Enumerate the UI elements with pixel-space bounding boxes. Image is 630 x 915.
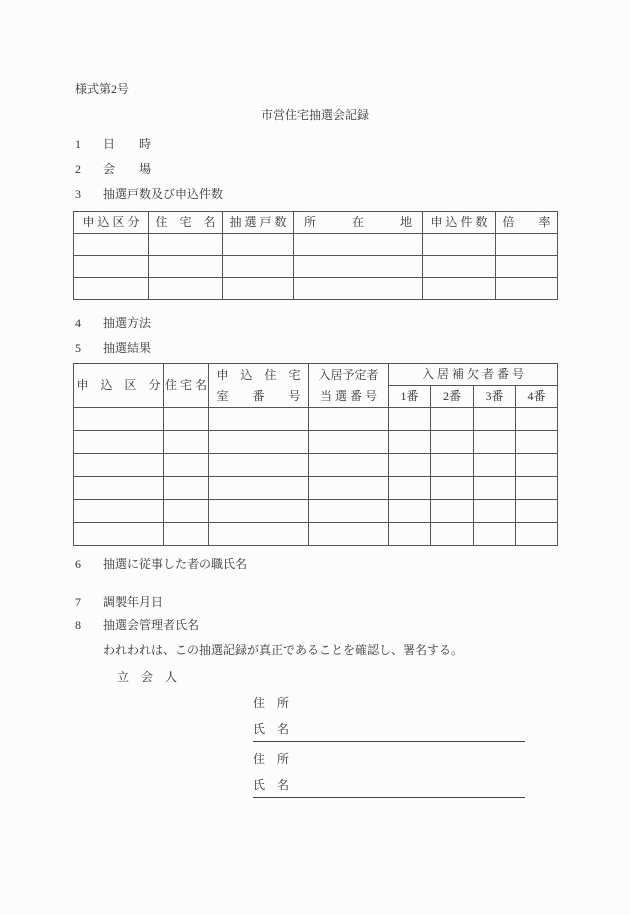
table-cell <box>149 234 223 256</box>
table-cell <box>164 454 209 477</box>
table-cell <box>164 431 209 454</box>
column-header-alternate-1: 1番 <box>389 386 431 408</box>
table-cell <box>389 500 431 523</box>
table-cell <box>209 523 309 546</box>
form-number: 様式第2号 <box>75 82 130 96</box>
item-number: 7 <box>75 595 81 609</box>
table-cell <box>309 408 389 431</box>
item-label: 抽選に従事した者の職氏名 <box>103 557 248 571</box>
table-row <box>74 500 558 523</box>
table-cell <box>223 278 294 300</box>
table-cell <box>74 408 164 431</box>
table-cell <box>309 431 389 454</box>
table-cell <box>516 431 558 454</box>
column-header-application-category: 申 込 区 分 <box>74 364 164 408</box>
table-cell <box>431 500 474 523</box>
table-cell <box>309 454 389 477</box>
table-cell <box>294 278 423 300</box>
item-number: 5 <box>75 341 81 355</box>
column-header-application-category: 申 込 区 分 <box>74 212 149 234</box>
table-cell <box>496 234 558 256</box>
item-label: 調製年月日 <box>103 595 164 609</box>
item-number: 6 <box>75 557 81 571</box>
table-cell <box>423 256 496 278</box>
item-label: 抽選会管理者氏名 <box>103 618 200 632</box>
lottery-results-table <box>73 363 558 546</box>
table-cell <box>164 408 209 431</box>
column-header-housing-name: 住 宅 名 <box>164 364 209 408</box>
item-preparation-date <box>75 595 630 610</box>
table-cell <box>516 523 558 546</box>
item-units-and-applications <box>75 187 630 202</box>
table-cell <box>474 408 516 431</box>
table-cell <box>74 256 149 278</box>
item-lottery-staff <box>75 557 630 572</box>
column-header-alternate-4: 4番 <box>516 386 558 408</box>
table-cell <box>164 523 209 546</box>
table-cell <box>209 408 309 431</box>
table-cell <box>389 431 431 454</box>
table-header-row <box>74 212 558 234</box>
table-cell <box>389 408 431 431</box>
table-cell <box>516 477 558 500</box>
item-lottery-results <box>75 341 630 356</box>
column-header-line: 申 込 住 宅 <box>216 367 301 382</box>
table-row <box>74 454 558 477</box>
table-cell <box>309 523 389 546</box>
address-label: 住 所 <box>253 696 290 710</box>
column-header-location: 所 在 地 <box>294 212 423 234</box>
item-number: 1 <box>75 137 81 151</box>
confirmation-statement: われわれは、この抽選記録が真正であることを確認し、署名する。 <box>103 643 464 657</box>
table-row <box>74 523 558 546</box>
table-cell <box>389 477 431 500</box>
item-number: 2 <box>75 162 81 176</box>
table-row <box>74 408 558 431</box>
item-lottery-method <box>75 316 630 331</box>
table-cell <box>431 431 474 454</box>
item-label: 会 場 <box>103 162 152 176</box>
table-cell <box>309 477 389 500</box>
column-header-application-count: 申 込 件 数 <box>423 212 496 234</box>
column-header-line: 当 選 番 号 <box>319 388 377 403</box>
column-header-lottery-units: 抽 選 戸 数 <box>223 212 294 234</box>
table-cell <box>74 278 149 300</box>
table-header-row <box>74 364 558 386</box>
table-cell <box>223 256 294 278</box>
table-cell <box>516 454 558 477</box>
table-cell <box>516 408 558 431</box>
table-cell <box>431 454 474 477</box>
table-cell <box>496 256 558 278</box>
table-cell <box>496 278 558 300</box>
address-label: 住 所 <box>253 752 290 766</box>
item-date <box>75 137 630 152</box>
column-header-housing-name: 住 宅 名 <box>149 212 223 234</box>
page-title: 市営住宅抽選会記録 <box>260 108 369 122</box>
table-cell <box>474 500 516 523</box>
witness-label: 立 会 人 <box>117 670 178 684</box>
table-cell <box>474 477 516 500</box>
table-cell <box>74 454 164 477</box>
table-row <box>74 278 558 300</box>
witness-signature-block <box>253 696 525 742</box>
name-signature-line: 氏 名 <box>253 722 525 742</box>
item-number: 4 <box>75 316 81 330</box>
table-cell <box>149 278 223 300</box>
table-cell <box>74 500 164 523</box>
column-header-ratio: 倍 率 <box>496 212 558 234</box>
table-cell <box>294 234 423 256</box>
column-header-line: 室 番 号 <box>216 388 301 403</box>
item-label: 抽選戸数及び申込件数 <box>103 187 224 201</box>
table-cell <box>431 523 474 546</box>
table-cell <box>209 431 309 454</box>
table-cell <box>209 500 309 523</box>
table-cell <box>474 454 516 477</box>
table-cell <box>164 500 209 523</box>
lottery-units-table <box>73 211 558 300</box>
column-header-room-number <box>209 364 309 408</box>
column-header-winner-number <box>309 364 389 408</box>
table-cell <box>389 523 431 546</box>
table-row <box>74 256 558 278</box>
table-cell <box>423 278 496 300</box>
table-cell <box>74 523 164 546</box>
table-cell <box>74 431 164 454</box>
table-cell <box>474 523 516 546</box>
item-number: 8 <box>75 618 81 632</box>
table-cell <box>74 234 149 256</box>
table-cell <box>516 500 558 523</box>
table-cell <box>431 408 474 431</box>
table-cell <box>309 500 389 523</box>
column-header-alternate-2: 2番 <box>431 386 474 408</box>
table-cell <box>294 256 423 278</box>
table-cell <box>423 234 496 256</box>
item-label: 抽選結果 <box>103 341 152 355</box>
column-header-alternates-group: 入 居 補 欠 者 番 号 <box>389 364 558 386</box>
table-cell <box>209 454 309 477</box>
table-cell <box>431 477 474 500</box>
item-number: 3 <box>75 187 81 201</box>
item-label: 日 時 <box>103 137 152 151</box>
item-label: 抽選方法 <box>103 316 152 330</box>
witness-signature-block <box>253 752 525 798</box>
table-row <box>74 234 558 256</box>
table-cell <box>223 234 294 256</box>
table-cell <box>149 256 223 278</box>
table-cell <box>164 477 209 500</box>
table-row <box>74 477 558 500</box>
table-cell <box>474 431 516 454</box>
name-signature-line: 氏 名 <box>253 778 525 798</box>
table-cell <box>389 454 431 477</box>
table-cell <box>209 477 309 500</box>
column-header-alternate-3: 3番 <box>474 386 516 408</box>
table-row <box>74 431 558 454</box>
item-administrator-name <box>75 618 630 633</box>
table-cell <box>74 477 164 500</box>
item-venue <box>75 162 630 177</box>
column-header-line: 入居予定者 <box>318 367 379 382</box>
